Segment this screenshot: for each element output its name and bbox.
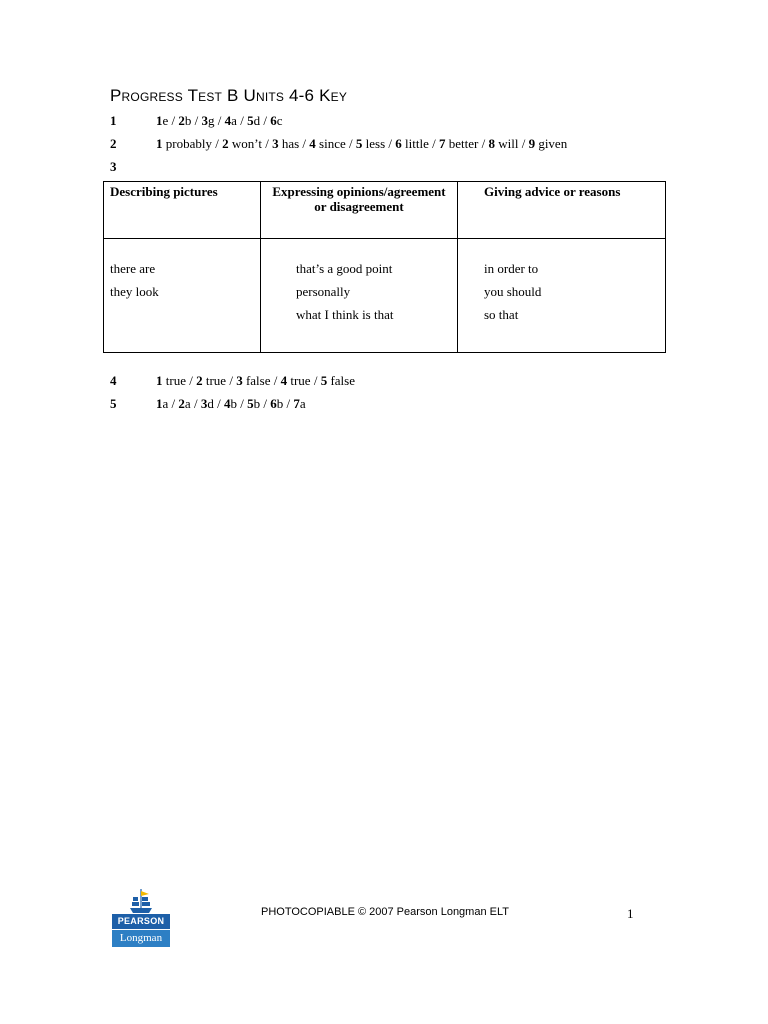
table-header-row <box>104 182 666 239</box>
answer-number: 8 <box>488 136 495 151</box>
answer-number: 4 <box>309 136 316 151</box>
page-number: 1 <box>627 906 634 921</box>
pearson-longman-logo <box>112 888 170 948</box>
question-number: 3 <box>110 159 117 174</box>
phrase: they look <box>110 284 159 299</box>
answer-number: 2 <box>222 136 229 151</box>
answer-number: 2 <box>196 373 203 388</box>
phrase: what I think is that <box>296 307 394 322</box>
answer-table <box>103 181 666 353</box>
footer-copyright: PHOTOCOPIABLE © 2007 Pearson Longman ELT <box>261 906 509 918</box>
question-4-answers: 1 true / 2 true / 3 false / 4 true / 5 false <box>156 373 355 388</box>
answer-value: c <box>276 113 283 128</box>
answer-value: a <box>162 396 169 411</box>
answer-number: 1 <box>156 136 163 151</box>
column-header: Describing pictures <box>104 182 261 239</box>
answer-value: g <box>208 113 215 128</box>
phrase: there are <box>110 261 156 276</box>
answer-value: won’t <box>228 136 262 151</box>
answer-value: less <box>362 136 386 151</box>
question-2-answers: 1 probably / 2 won’t / 3 has / 4 since / 5 less / 6 little / 7 better / 8 will / 9 given <box>156 136 568 151</box>
phrase: personally <box>296 284 351 299</box>
table-cell <box>458 239 666 353</box>
question-5-answers: 1a / 2a / 3d / 4b / 5b / 6b / 7a <box>156 396 306 411</box>
question-number: 1 <box>110 113 117 128</box>
answer-value: probably <box>162 136 212 151</box>
answer-value: d <box>207 396 214 411</box>
answer-number: 6 <box>270 396 277 411</box>
phrase: so that <box>484 307 519 322</box>
answer-number: 5 <box>320 373 328 388</box>
answer-number: 1 <box>156 113 163 128</box>
answer-value: b <box>253 396 261 411</box>
phrase: you should <box>484 284 542 299</box>
answer-value: true <box>287 373 311 388</box>
answer-value: a <box>184 396 191 411</box>
answer-value: has <box>278 136 300 151</box>
answer-number: 1 <box>156 373 163 388</box>
table-cell <box>104 239 261 353</box>
question-number: 5 <box>110 396 117 411</box>
ship-icon <box>128 888 154 914</box>
answer-value: false <box>242 373 271 388</box>
answer-number: 7 <box>438 136 446 151</box>
answer-value: given <box>535 136 568 151</box>
answer-value: false <box>327 373 355 388</box>
answer-value: will <box>494 136 519 151</box>
logo-brand: PEARSON <box>112 914 170 929</box>
logo-sub: Longman <box>112 930 170 947</box>
column-header: Expressing opinions/agreement or disagreement <box>261 182 458 239</box>
answer-number: 2 <box>178 113 185 128</box>
answer-number: 3 <box>236 373 243 388</box>
answer-value: true <box>162 373 186 388</box>
table-row <box>104 239 666 353</box>
answer-number: 5 <box>247 396 254 411</box>
question-number: 2 <box>110 136 117 151</box>
page-title: Progress Test B Units 4-6 Key <box>110 86 348 105</box>
answer-number: 2 <box>178 396 185 411</box>
answer-number: 9 <box>528 136 536 151</box>
phrase: in order to <box>484 261 539 276</box>
answer-value: b <box>276 396 284 411</box>
column-header: Giving advice or reasons <box>458 182 666 239</box>
answer-number: 1 <box>156 396 163 411</box>
answer-value: a <box>231 113 237 128</box>
answer-number: 3 <box>200 396 208 411</box>
answer-number: 5 <box>355 136 363 151</box>
table-cell <box>261 239 458 353</box>
answer-number: 4 <box>280 373 288 388</box>
answer-number: 7 <box>293 396 300 411</box>
answer-value: better <box>445 136 479 151</box>
answer-value: e <box>162 113 169 128</box>
answer-number: 6 <box>395 136 402 151</box>
answer-value: b <box>230 396 237 411</box>
answer-value: b <box>184 113 192 128</box>
answer-number: 4 <box>223 396 231 411</box>
question-1-answers: 1e / 2b / 3g / 4a / 5d / 6c <box>156 113 283 128</box>
answer-value: little <box>401 136 429 151</box>
question-number: 4 <box>110 373 117 388</box>
answer-value: a <box>299 396 306 411</box>
answer-value: d <box>253 113 261 128</box>
phrase: that’s a good point <box>296 261 393 276</box>
answer-number: 3 <box>201 113 209 128</box>
answer-number: 6 <box>270 113 277 128</box>
answer-number: 5 <box>247 113 254 128</box>
answer-value: true <box>202 373 227 388</box>
answer-value: since <box>315 136 346 151</box>
answer-number: 4 <box>224 113 232 128</box>
answer-number: 3 <box>272 136 279 151</box>
